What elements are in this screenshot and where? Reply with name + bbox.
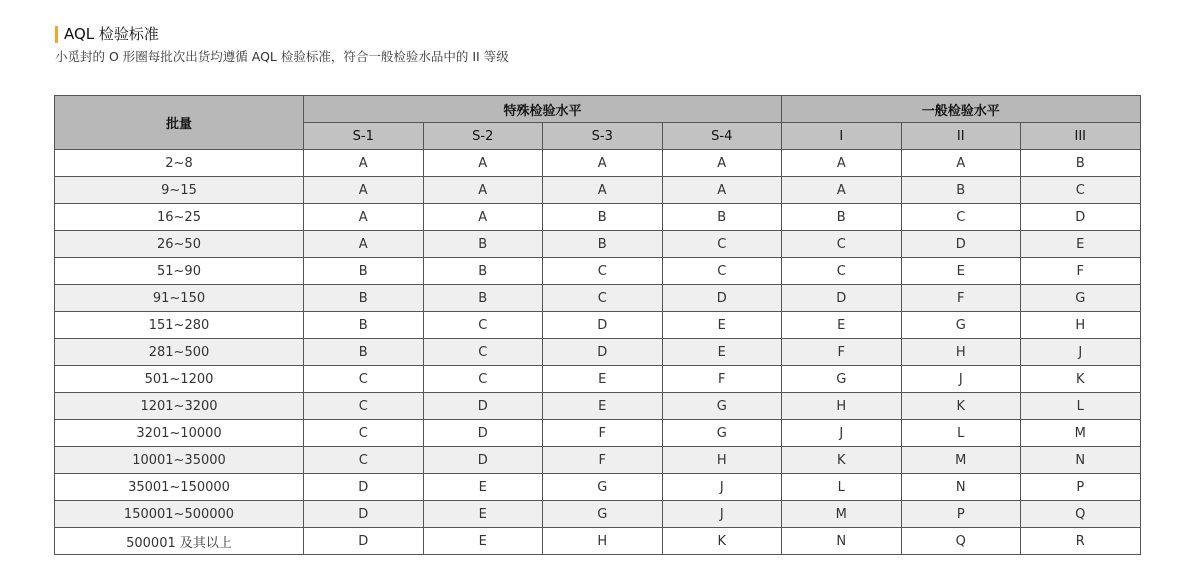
batch-cell: 91~150 <box>55 285 304 312</box>
code-cell: M <box>782 501 902 528</box>
code-cell: J <box>901 366 1021 393</box>
batch-cell: 26~50 <box>55 231 304 258</box>
code-cell: F <box>543 420 663 447</box>
page-title: AQL 检验标准 <box>64 25 159 43</box>
aql-table <box>54 95 1141 555</box>
code-cell: J <box>662 474 782 501</box>
code-cell: B <box>782 204 902 231</box>
code-cell: C <box>782 231 902 258</box>
batch-cell: 501~1200 <box>55 366 304 393</box>
code-cell: M <box>901 447 1021 474</box>
code-cell: A <box>901 150 1021 177</box>
code-cell: C <box>304 393 424 420</box>
table-body <box>55 150 1141 555</box>
code-cell: A <box>423 150 543 177</box>
table-row <box>55 447 1141 474</box>
code-cell: D <box>543 339 663 366</box>
batch-cell: 16~25 <box>55 204 304 231</box>
code-cell: R <box>1021 528 1141 555</box>
code-cell: G <box>662 420 782 447</box>
table-row <box>55 258 1141 285</box>
code-cell: E <box>662 339 782 366</box>
code-cell: K <box>1021 366 1141 393</box>
code-cell: H <box>1021 312 1141 339</box>
special-level-header: 特殊检验水平 <box>304 96 782 123</box>
code-cell: H <box>543 528 663 555</box>
code-cell: D <box>304 528 424 555</box>
code-cell: C <box>901 204 1021 231</box>
code-cell: A <box>782 150 902 177</box>
batch-cell: 3201~10000 <box>55 420 304 447</box>
code-cell: C <box>304 447 424 474</box>
table-row <box>55 420 1141 447</box>
code-cell: C <box>423 312 543 339</box>
table-row <box>55 339 1141 366</box>
code-cell: A <box>304 231 424 258</box>
code-cell: E <box>543 393 663 420</box>
batch-header: 批量 <box>55 96 304 150</box>
code-cell: B <box>304 339 424 366</box>
batch-cell: 500001 及其以上 <box>55 528 304 555</box>
accent-bar <box>55 26 58 43</box>
table-row <box>55 528 1141 555</box>
code-cell: M <box>1021 420 1141 447</box>
code-cell: A <box>304 204 424 231</box>
code-cell: C <box>662 258 782 285</box>
code-cell: L <box>782 474 902 501</box>
code-cell: F <box>662 366 782 393</box>
code-cell: H <box>662 447 782 474</box>
code-cell: B <box>423 231 543 258</box>
code-cell: D <box>901 231 1021 258</box>
code-cell: L <box>901 420 1021 447</box>
column-header: S-4 <box>662 123 782 150</box>
code-cell: A <box>662 150 782 177</box>
code-cell: B <box>662 204 782 231</box>
table-row <box>55 285 1141 312</box>
code-cell: C <box>304 420 424 447</box>
code-cell: B <box>543 204 663 231</box>
code-cell: F <box>782 339 902 366</box>
batch-cell: 51~90 <box>55 258 304 285</box>
code-cell: G <box>901 312 1021 339</box>
code-cell: A <box>304 177 424 204</box>
code-cell: L <box>1021 393 1141 420</box>
code-cell: E <box>423 501 543 528</box>
code-cell: J <box>662 501 782 528</box>
column-header: III <box>1021 123 1141 150</box>
column-header: I <box>782 123 902 150</box>
table-row <box>55 150 1141 177</box>
code-cell: Q <box>1021 501 1141 528</box>
code-cell: D <box>423 393 543 420</box>
code-cell: B <box>423 285 543 312</box>
batch-cell: 281~500 <box>55 339 304 366</box>
code-cell: C <box>304 366 424 393</box>
code-cell: B <box>304 312 424 339</box>
code-cell: F <box>1021 258 1141 285</box>
batch-cell: 2~8 <box>55 150 304 177</box>
code-cell: C <box>1021 177 1141 204</box>
page-subtitle: 小觅封的 O 形圈每批次出货均遵循 AQL 检验标准，符合一般检验水品中的 II 等级 <box>55 49 509 64</box>
code-cell: B <box>543 231 663 258</box>
code-cell: J <box>1021 339 1141 366</box>
table-row <box>55 393 1141 420</box>
code-cell: B <box>901 177 1021 204</box>
code-cell: H <box>782 393 902 420</box>
code-cell: A <box>304 150 424 177</box>
code-cell: B <box>423 258 543 285</box>
table-row <box>55 312 1141 339</box>
table-row <box>55 231 1141 258</box>
code-cell: D <box>423 420 543 447</box>
code-cell: K <box>782 447 902 474</box>
code-cell: E <box>1021 231 1141 258</box>
table-row <box>55 177 1141 204</box>
code-cell: C <box>423 339 543 366</box>
batch-cell: 35001~150000 <box>55 474 304 501</box>
code-cell: D <box>782 285 902 312</box>
column-header: S-2 <box>423 123 543 150</box>
code-cell: G <box>543 474 663 501</box>
code-cell: A <box>543 177 663 204</box>
code-cell: P <box>901 501 1021 528</box>
code-cell: G <box>1021 285 1141 312</box>
section-header <box>55 24 159 44</box>
code-cell: C <box>543 258 663 285</box>
code-cell: A <box>423 204 543 231</box>
code-cell: E <box>543 366 663 393</box>
code-cell: E <box>782 312 902 339</box>
code-cell: D <box>662 285 782 312</box>
code-cell: D <box>304 474 424 501</box>
code-cell: E <box>901 258 1021 285</box>
code-cell: C <box>543 285 663 312</box>
batch-cell: 151~280 <box>55 312 304 339</box>
code-cell: B <box>304 285 424 312</box>
column-header: S-1 <box>304 123 424 150</box>
code-cell: A <box>543 150 663 177</box>
code-cell: C <box>782 258 902 285</box>
code-cell: D <box>543 312 663 339</box>
code-cell: A <box>662 177 782 204</box>
code-cell: N <box>901 474 1021 501</box>
general-level-header: 一般检验水平 <box>782 96 1141 123</box>
code-cell: G <box>782 366 902 393</box>
header-group-row <box>55 96 1141 123</box>
code-cell: B <box>304 258 424 285</box>
code-cell: J <box>782 420 902 447</box>
batch-cell: 150001~500000 <box>55 501 304 528</box>
code-cell: D <box>1021 204 1141 231</box>
batch-cell: 1201~3200 <box>55 393 304 420</box>
code-cell: K <box>662 528 782 555</box>
code-cell: E <box>423 474 543 501</box>
table-row <box>55 474 1141 501</box>
code-cell: H <box>901 339 1021 366</box>
code-cell: B <box>1021 150 1141 177</box>
code-cell: Q <box>901 528 1021 555</box>
code-cell: K <box>901 393 1021 420</box>
batch-cell: 10001~35000 <box>55 447 304 474</box>
code-cell: C <box>423 366 543 393</box>
code-cell: P <box>1021 474 1141 501</box>
code-cell: F <box>901 285 1021 312</box>
code-cell: C <box>662 231 782 258</box>
code-cell: G <box>662 393 782 420</box>
code-cell: A <box>423 177 543 204</box>
code-cell: F <box>543 447 663 474</box>
code-cell: E <box>662 312 782 339</box>
table-row <box>55 501 1141 528</box>
code-cell: N <box>782 528 902 555</box>
column-header: S-3 <box>543 123 663 150</box>
table-row <box>55 366 1141 393</box>
code-cell: N <box>1021 447 1141 474</box>
column-header: II <box>901 123 1021 150</box>
code-cell: G <box>543 501 663 528</box>
batch-cell: 9~15 <box>55 177 304 204</box>
code-cell: D <box>304 501 424 528</box>
code-cell: A <box>782 177 902 204</box>
code-cell: D <box>423 447 543 474</box>
code-cell: E <box>423 528 543 555</box>
table-row <box>55 204 1141 231</box>
